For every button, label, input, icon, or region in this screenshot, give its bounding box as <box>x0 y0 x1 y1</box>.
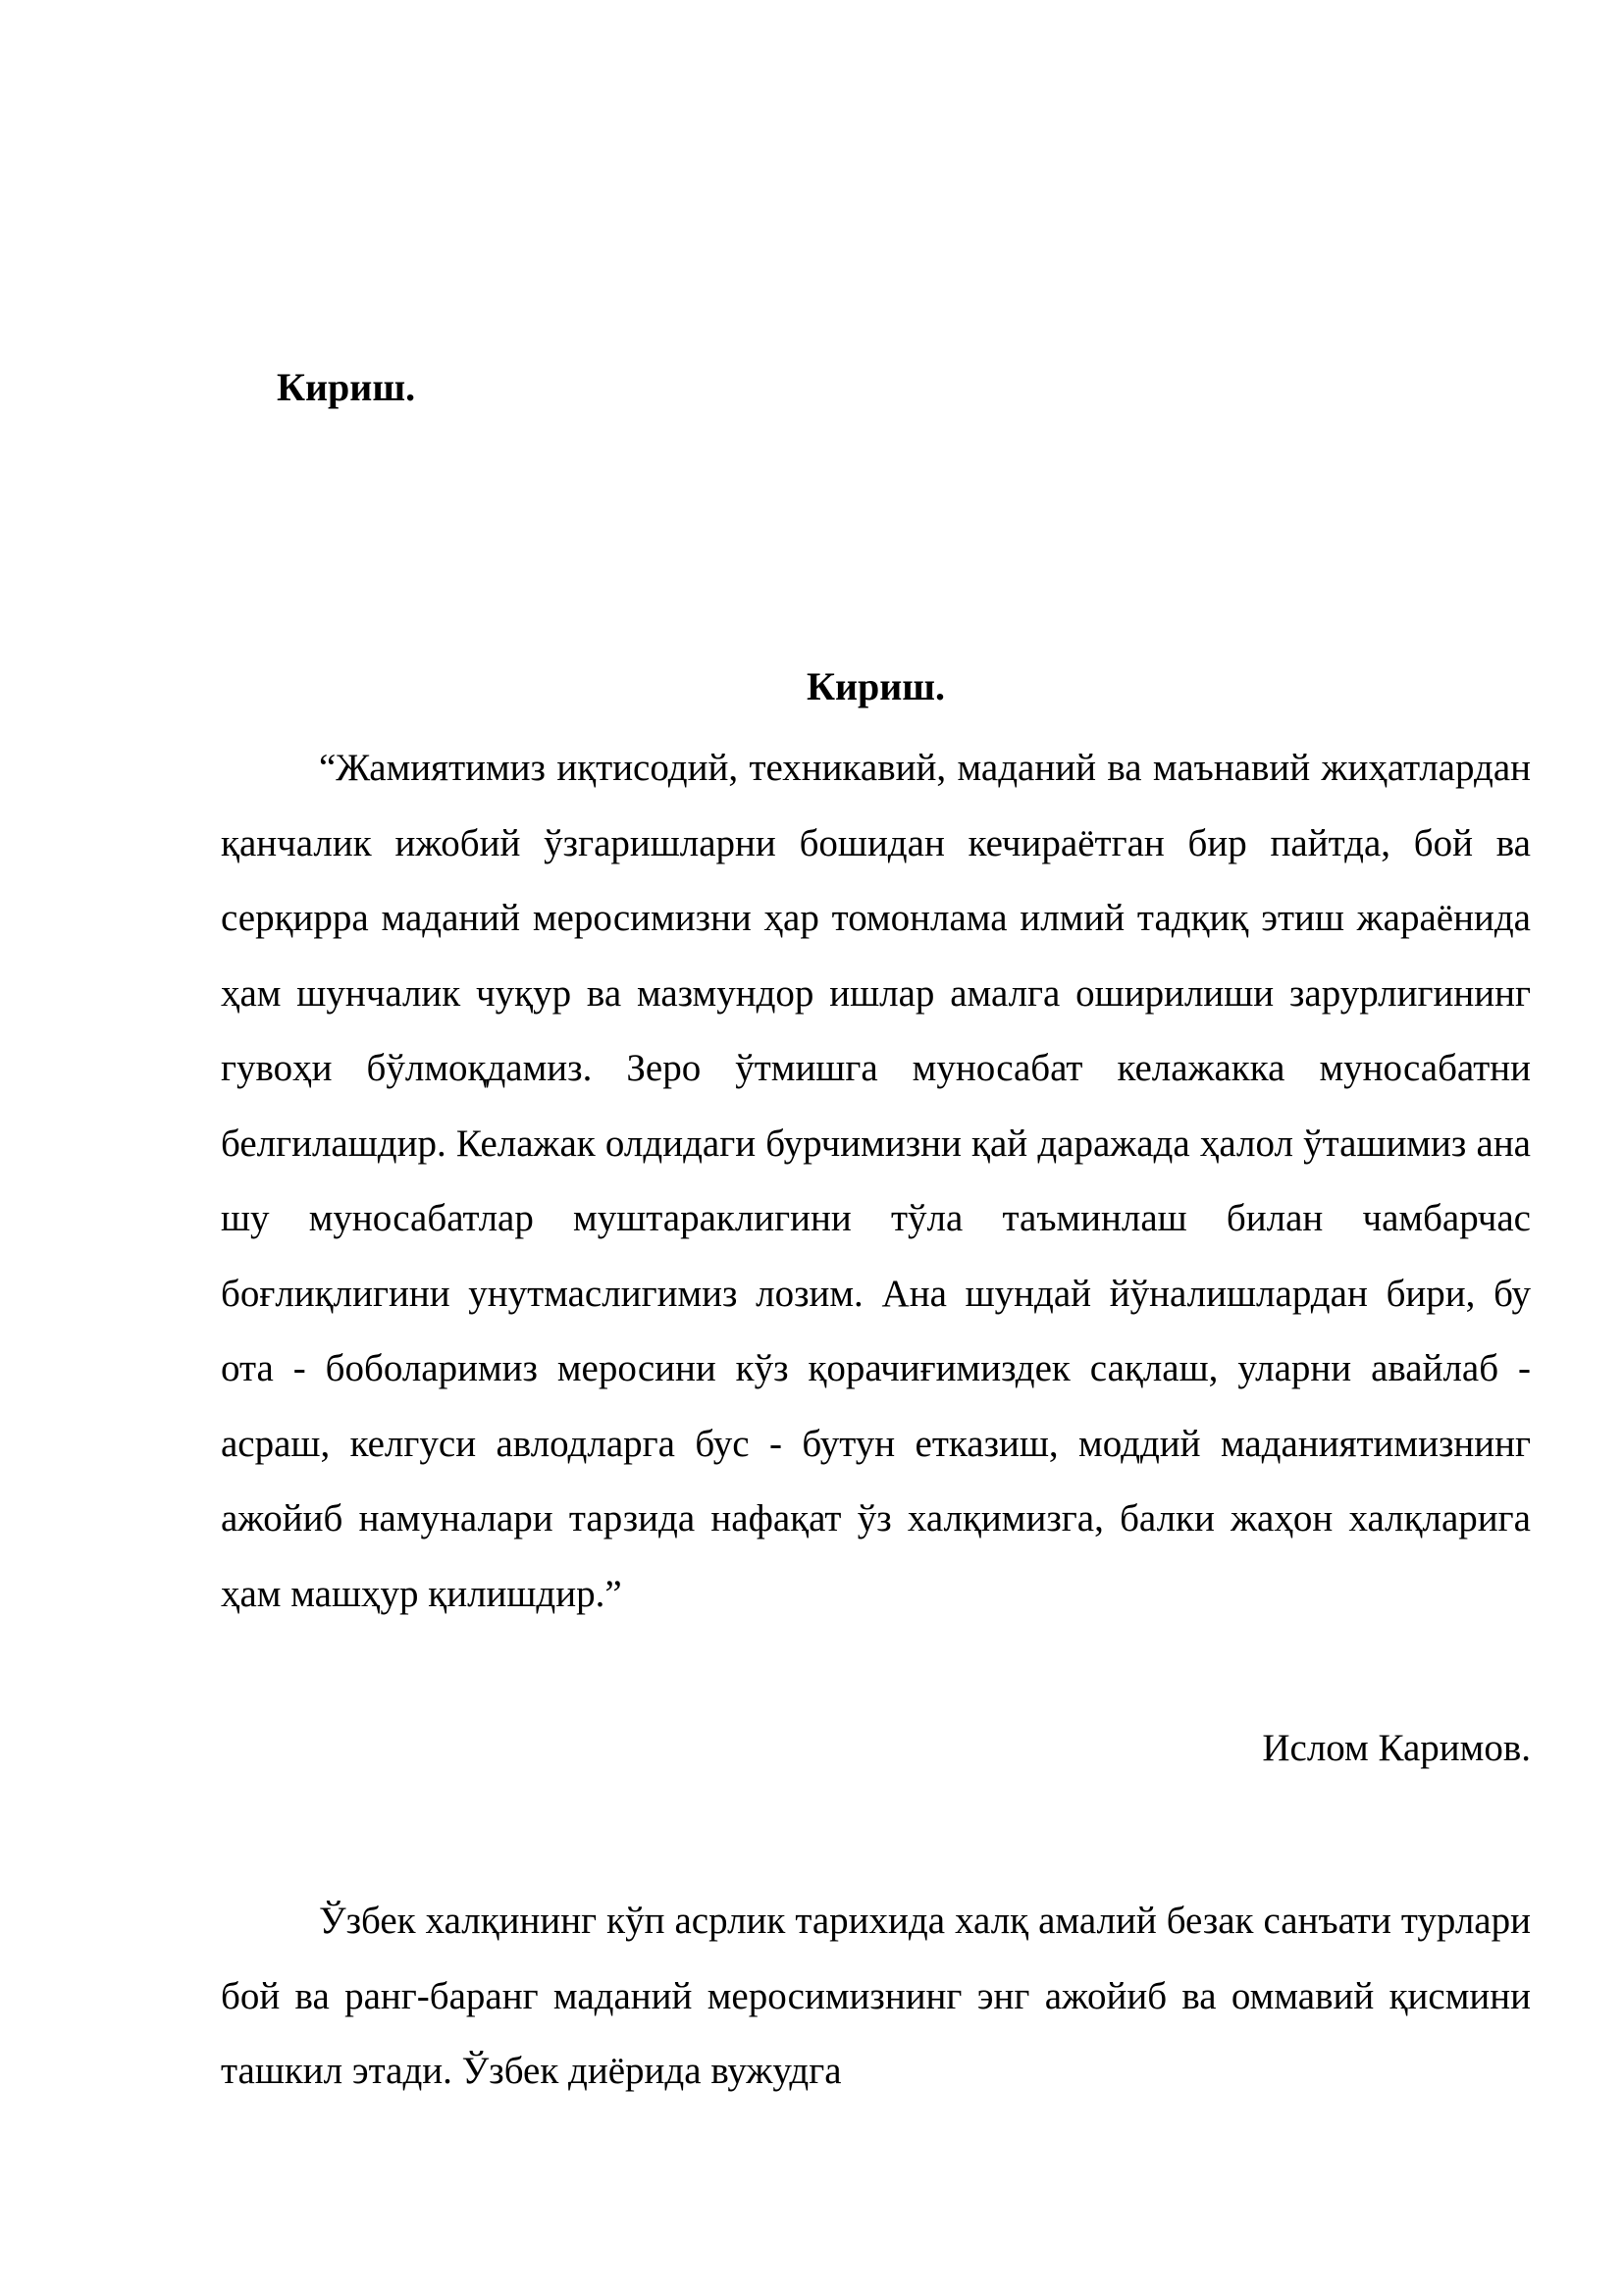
page-heading-top: Кириш. <box>277 365 416 409</box>
quote-author: Ислом Каримов. <box>1262 1727 1531 1769</box>
section-heading: Кириш. <box>806 664 946 708</box>
intro-paragraph: Ўзбек халқининг кўп асрлик тарихида халқ амалий безак санъати турлари бой ва ранг-баранг маданий меросимизнинг энг ажойиб ва оммавий қисмини ташкил этади. Ўзбек диёрида вужудга <box>221 1900 1531 2092</box>
epigraph-quote: “Жамиятимиз иқтисодий, техникавий, маданий ва маънавий жиҳатлардан қанчалик ижобий ўзгаришларни бошидан кечираётган бир пайтда, бой ва серқирра маданий меросимизни ҳар томонлама илмий тадқиқ этиш жараёнида ҳам шунчалик чуқур ва мазмундор ишлар амалга оширилиши зарурлигининг гувоҳи бўлмоқдамиз. Зеро ўтмишга муносабат келажакка муносабатни белгилашдир. Келажак олдидаги бурчимизни қай даражада ҳалол ўташимиз ана шу муносабатлар муштараклигини тўла таъминлаш билан чамбарчас боғлиқлигини унутмаслигимиз лозим. Ана шундай йўналишлардан бири, бу ота - боболаримиз меросини кўз қорачиғимиздек сақлаш, уларни авайлаб - асраш, келгуси авлодларга бус - бутун етказиш, моддий маданиятимизнинг ажойиб намуналари тарзида нафақат ўз халқимизга, балки жаҳон халқларига ҳам машҳур қилишдир.” <box>221 747 1531 1615</box>
